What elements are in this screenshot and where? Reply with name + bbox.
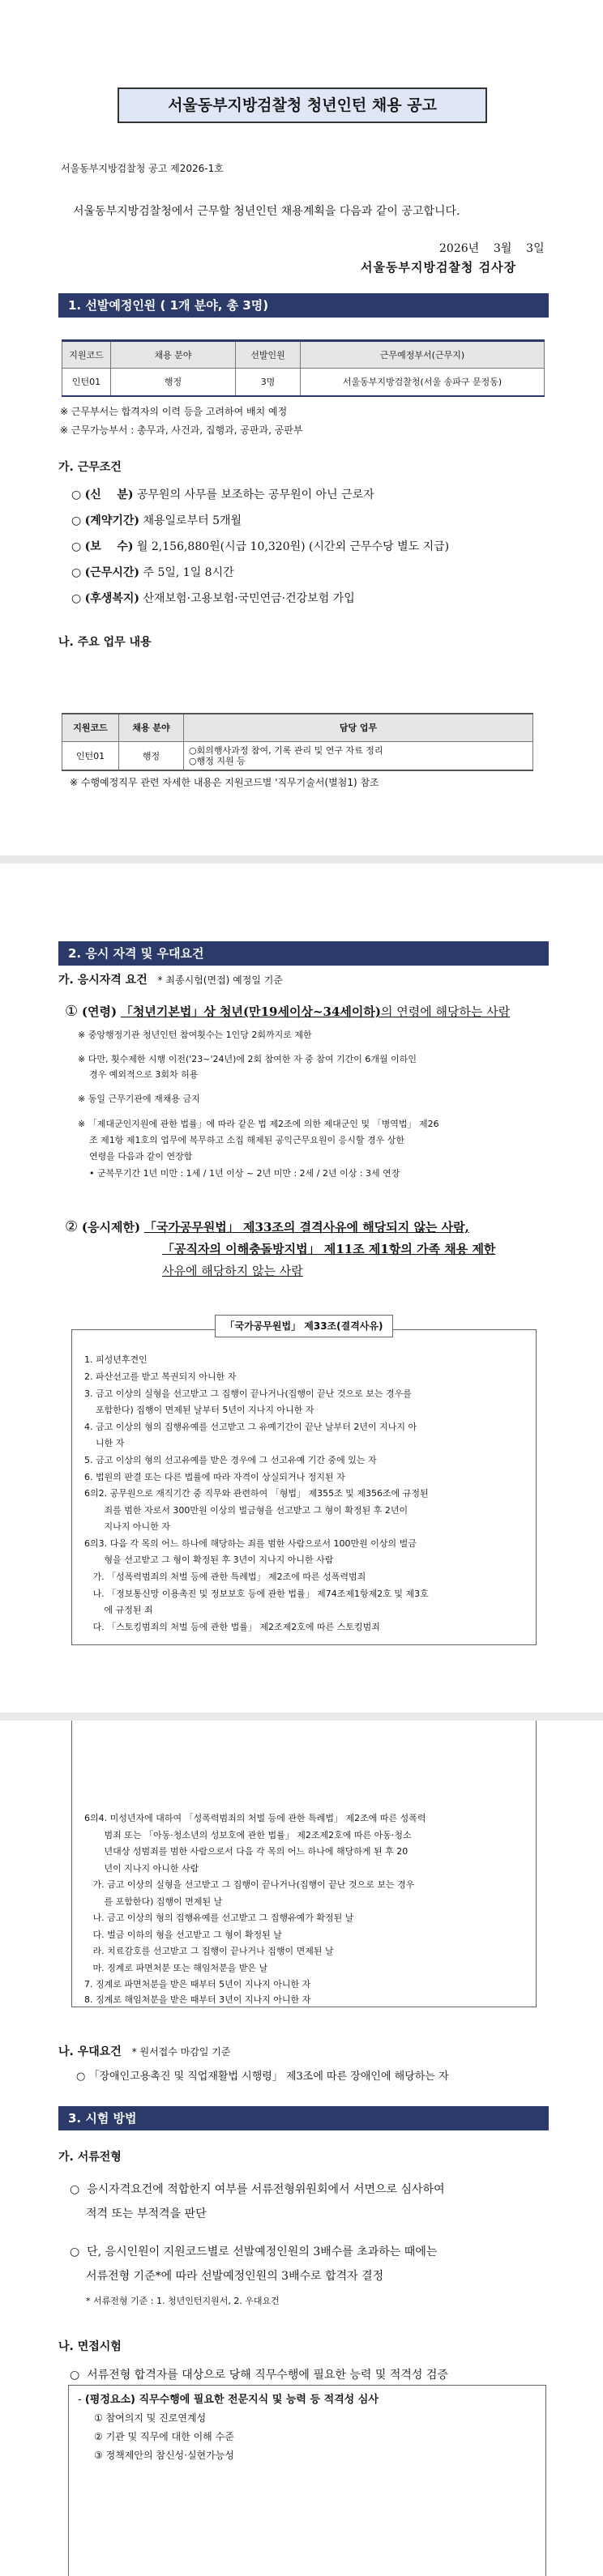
doc-note: * 서류전형 기준 : 1. 청년인턴지원서, 2. 우대요건	[86, 2296, 280, 2306]
evaluation-item: ③ 정책제안의 참신성·실현가능성	[94, 2450, 234, 2461]
table-header: 채용 분야	[111, 341, 236, 369]
interview-heading: 나. 면접시험	[58, 2340, 122, 2353]
doc-item: ○ 단, 응시인원이 지원코드별로 선발예정인원의 3배수를 초과하는 때에는	[70, 2245, 438, 2258]
age-requirement	[65, 1003, 510, 1020]
signature: 서울동부지방검찰청 검사장	[361, 260, 517, 275]
duties-table	[62, 713, 533, 771]
law-item: 8. 징계로 해임처분을 받은 때부터 3년이 지나지 아니한 자	[84, 1994, 311, 2005]
table-cell: 인턴01	[62, 369, 111, 396]
table-header-row	[62, 714, 533, 741]
page-title: 서울동부지방검찰청 청년인턴 채용 공고	[118, 87, 487, 123]
item-text: 의 연령에 해당하는 사람	[380, 1004, 511, 1019]
table-cell: 행정	[111, 369, 236, 396]
law-item: 6의3. 다음 각 목의 어느 하나에 해당하는 죄를 범한 사람으로서 100만원 이상의 벌금	[84, 1538, 417, 1549]
item-label: (응시제한)	[81, 1220, 141, 1235]
item-number: ②	[65, 1218, 79, 1235]
condition-item: ○ (근무시간) 주 5일, 1일 8시간	[71, 566, 234, 579]
preference-title: 나. 우대요건	[58, 2045, 122, 2058]
law-item: 라. 치료감호를 선고받고 그 집행이 끝나거나 집행이 면제된 날	[84, 1946, 334, 1956]
table-cell: 인턴01	[62, 741, 119, 770]
law-item: 에 규정된 죄	[84, 1605, 153, 1615]
law-item: 포함한다) 집행이 면제된 날부터 5년이 지나지 아니한 자	[84, 1405, 314, 1415]
law-item: 죄를 범한 자로서 300만원 이상의 벌금형을 선고받고 그 형이 확정된 후 2년이	[84, 1505, 408, 1516]
law-item: 를 포함한다) 집행이 면제된 날	[84, 1896, 223, 1907]
evaluation-title: (평정요소) 직무수행에 필요한 전문지식 및 능력 등 적격성 심사	[84, 2394, 378, 2406]
table-header: 지원코드	[62, 714, 119, 741]
table-row	[62, 741, 533, 770]
law-item: 다. 벌금 이하의 형을 선고받고 그 형이 확정된 날	[84, 1930, 282, 1940]
duty-line: ○행정 지원 등	[189, 755, 246, 766]
evaluation-title-line	[78, 2390, 378, 2406]
law-item: 니한 자	[84, 1438, 125, 1448]
condition-text: 산재보험·고용보험·국민연금·건강보험 가입	[143, 592, 355, 605]
condition-item: ○ (보 수) 월 2,156,880원(시급 10,320원) (시간외 근무수당 별도 지급)	[71, 540, 450, 553]
preference-text: 「장애인고용촉진 및 직업재활법 시행령」 제3조에 따른 장애인에 해당하는 자	[88, 2071, 449, 2083]
document-screening-heading: 가. 서류전형	[58, 2151, 122, 2164]
eligibility-title: 가. 응시자격 요건	[58, 974, 148, 987]
table-cell: 3명	[236, 369, 301, 396]
doc-text: 응시자격요건에 적합한지 여부를 서류전형위원회에서 서면으로 심사하여	[87, 2183, 445, 2196]
law-item: 6. 법원의 판결 또는 다른 법률에 따라 자격이 상실되거나 정지된 자	[84, 1472, 345, 1482]
law-item: 가. 「성폭력범죄의 처벌 등에 관한 특례법」 제2조에 따른 성폭력범죄	[84, 1572, 366, 1582]
condition-text: 채용일로부터 5개월	[143, 514, 242, 527]
table-header: 지원코드	[62, 341, 111, 369]
intro-text: 서울동부지방검찰청에서 근무할 청년인턴 채용계획을 다음과 같이 공고합니다.	[73, 205, 460, 218]
duty-line: ○회의행사과정 참여, 기록 관리 및 연구 자료 정리	[189, 744, 383, 756]
law-item: 나. 금고 이상의 형의 집행유예를 선고받고 그 집행유예가 확정된 날	[84, 1913, 354, 1923]
item-label: (연령)	[81, 1004, 118, 1019]
condition-label: (계약기간)	[84, 514, 140, 527]
note-3: ※ 수행예정직무 관련 자세한 내용은 지원코드별 '직무기술서(별첨1) 참조	[70, 777, 379, 788]
page-2	[0, 864, 603, 1712]
age-note: ※ 다만, 횟수제한 시행 이전('23~'24년)에 2회 참여한 자 중 참여 기간이 6개월 이하인	[78, 1054, 417, 1064]
eligibility-subnote: * 최종시험(면접) 예정일 기준	[157, 975, 283, 986]
table-row	[62, 369, 545, 396]
doc-item: ○ 응시자격요건에 적합한지 여부를 서류전형위원회에서 서면으로 심사하여	[70, 2183, 445, 2196]
law-item: 6의4. 미성년자에 대하여 「성폭력범죄의 처벌 등에 관한 특례법」 제2조에 따른 성폭력	[84, 1813, 426, 1823]
eval-prefix: -	[78, 2394, 82, 2406]
interview-item: ○ 서류전형 합격자를 대상으로 당해 직무수행에 필요한 능력 및 적격성 검증	[70, 2369, 448, 2382]
preference-subnote: * 원서접수 마감일 기준	[131, 2046, 231, 2058]
condition-text: 월 2,156,880원(시급 10,320원) (시간외 근무수당 별도 지급)	[136, 540, 450, 553]
restriction-line: 「공직자의 이해충돌방지법」 제11조 제1항의 가족 채용 제한	[162, 1242, 496, 1256]
table-cell	[184, 741, 533, 770]
age-note: • 군복무기간 1년 미만 : 1세 / 1년 이상 ~ 2년 미만 : 2세 / 2년 이상 : 3세 연장	[78, 1168, 400, 1179]
evaluation-item: ② 기관 및 직무에 대한 이해 수준	[94, 2431, 234, 2442]
age-note: ※ 중앙행정기관 청년인턴 참여횟수는 1인당 2회까지로 제한	[78, 1030, 312, 1040]
law-item: 지나지 아니한 자	[84, 1521, 170, 1532]
section-3-header: 3. 시험 방법	[58, 2106, 549, 2130]
interview-text: 서류전형 합격자를 대상으로 당해 직무수행에 필요한 능력 및 적격성 검증	[87, 2369, 448, 2382]
law-item: 형을 선고받고 그 형이 확정된 후 3년이 지나지 아니한 사람	[84, 1555, 334, 1565]
item-number: ①	[65, 1003, 79, 1020]
condition-label: (보 수)	[84, 540, 134, 553]
condition-item: ○ (신 분) 공무원의 사무를 보조하는 공무원이 아닌 근로자	[71, 488, 374, 501]
notice-date: 2026년 3월 3일	[439, 242, 545, 255]
note-1: ※ 근무부서는 합격자의 이력 등을 고려하여 배치 예정	[60, 406, 288, 417]
table-header-row	[62, 341, 545, 369]
condition-text: 공무원의 사무를 보조하는 공무원이 아닌 근로자	[136, 488, 374, 501]
doc-text: 서류전형 기준*에 따라 선발예정인원의 3배수로 합격자 결정	[86, 2270, 384, 2283]
law-item: 4. 금고 이상의 형의 집행유예를 선고받고 그 유예기간이 끝난 날부터 2년이 지나지 아	[84, 1422, 417, 1432]
restriction-item	[65, 1218, 469, 1235]
eligibility-heading	[58, 971, 283, 987]
law-item: 1. 피성년후견인	[84, 1354, 148, 1365]
restriction-line: 사유에 해당하지 않는 사람	[162, 1264, 303, 1278]
note-2: ※ 근무가능부서 : 총무과, 사건과, 집행과, 공판과, 공판부	[60, 424, 303, 436]
section-2-header: 2. 응시 자격 및 우대요건	[58, 941, 549, 966]
law-item: 년대상 성범죄를 범한 사람으로서 다음 각 목의 어느 하나에 해당하게 된 후 20	[84, 1846, 408, 1857]
table-header: 선발인원	[236, 341, 301, 369]
law-box-title: 「국가공무원법」 제33조(결격사유)	[215, 1315, 393, 1337]
table-cell: 서울동부지방검찰청(서울 송파구 문정동)	[301, 369, 545, 396]
age-note: ※ 「제대군인지원에 관한 법률」에 따라 같은 법 제2조에 의한 제대군인 및 「병역법」 제26	[78, 1119, 439, 1129]
law-item: 5. 금고 이상의 형의 선고유예를 받은 경우에 그 선고유예 기간 중에 있는 자	[84, 1455, 377, 1465]
condition-label: (후생복지)	[84, 592, 140, 605]
table-cell: 행정	[119, 741, 184, 770]
notice-number: 서울동부지방검찰청 공고 제2026-1호	[61, 163, 224, 174]
preference-heading	[58, 2043, 230, 2059]
law-item: 다. 「스토킹범죄의 처벌 등에 관한 법률」 제2조제2호에 따른 스토킹범죄	[84, 1622, 380, 1632]
duties-heading: 나. 주요 업무 내용	[58, 636, 152, 649]
law-item: 년이 지나지 아니한 사람	[84, 1863, 199, 1874]
doc-text: 적격 또는 부적격을 판단	[86, 2207, 207, 2220]
section-1-header: 1. 선발예정인원 ( 1개 분야, 총 3명)	[58, 293, 549, 318]
evaluation-item: ① 참여의지 및 진로연계성	[94, 2412, 207, 2424]
law-item: 3. 금고 이상의 실형을 선고받고 그 집행이 끝나거나(집행이 끝난 것으로 보는 경우를	[84, 1388, 412, 1399]
condition-text: 주 5일, 1일 8시간	[143, 566, 234, 579]
preference-item: ○ 「장애인고용촉진 및 직업재활법 시행령」 제3조에 따른 장애인에 해당하는 자	[76, 2071, 449, 2083]
page-1	[0, 0, 603, 855]
law-item: 7. 징계로 파면처분을 받은 때부터 5년이 지나지 아니한 자	[84, 1979, 311, 1990]
condition-item: ○ (후생복지) 산재보험·고용보험·국민연금·건강보험 가입	[71, 592, 355, 605]
page-3	[0, 1721, 603, 2576]
law-item: 마. 징계로 파면처분 또는 해임처분을 받은 날	[84, 1963, 268, 1973]
age-note: 경우 예외적으로 3회차 허용	[78, 1069, 199, 1080]
table-header: 근무예정부서(근무지)	[301, 341, 545, 369]
item-text-emph: 「청년기본법」상 청년(만19세이상~34세이하)	[120, 1004, 381, 1019]
age-note: ※ 동일 근무기관에 재채용 금지	[78, 1094, 200, 1104]
table-header: 채용 분야	[119, 714, 184, 741]
age-note: 조 제1항 제1호의 업무에 복무하고 소집 해제된 공익근무요원이 응시할 경우 상한	[78, 1135, 404, 1145]
doc-text: 단, 응시인원이 지원코드별로 선발예정인원의 3배수를 초과하는 때에는	[87, 2245, 438, 2258]
law-item: 6의2. 공무원으로 재직기간 중 직무와 관련하여 「형법」 제355조 및 제356조에 규정된	[84, 1488, 429, 1499]
law-item: 2. 파산선고를 받고 복권되지 아니한 자	[84, 1371, 237, 1382]
law-item: 나. 「정보통신망 이용촉진 및 정보보호 등에 관한 법률」 제74조제1항제2호 및 제3호	[84, 1589, 429, 1599]
selection-table	[62, 339, 545, 397]
condition-item: ○ (계약기간) 채용일로부터 5개월	[71, 514, 242, 527]
law-item: 가. 금고 이상의 실형을 선고받고 그 집행이 끝나거나(집행이 끝난 것으로 보는 경우	[84, 1879, 415, 1890]
table-header: 담당 업무	[184, 714, 533, 741]
conditions-heading: 가. 근무조건	[58, 461, 122, 474]
restriction-line: 「국가공무원법」 제33조의 결격사유에 해당되지 않는 사람,	[143, 1220, 469, 1235]
condition-label: (근무시간)	[84, 566, 140, 579]
age-note: 연령을 다음과 같이 연장함	[78, 1151, 193, 1162]
condition-label: (신 분)	[84, 488, 134, 501]
law-item: 범죄 또는 「아동·청소년의 성보호에 관한 법률」 제2조제2호에 따른 아동·청소	[84, 1830, 412, 1840]
